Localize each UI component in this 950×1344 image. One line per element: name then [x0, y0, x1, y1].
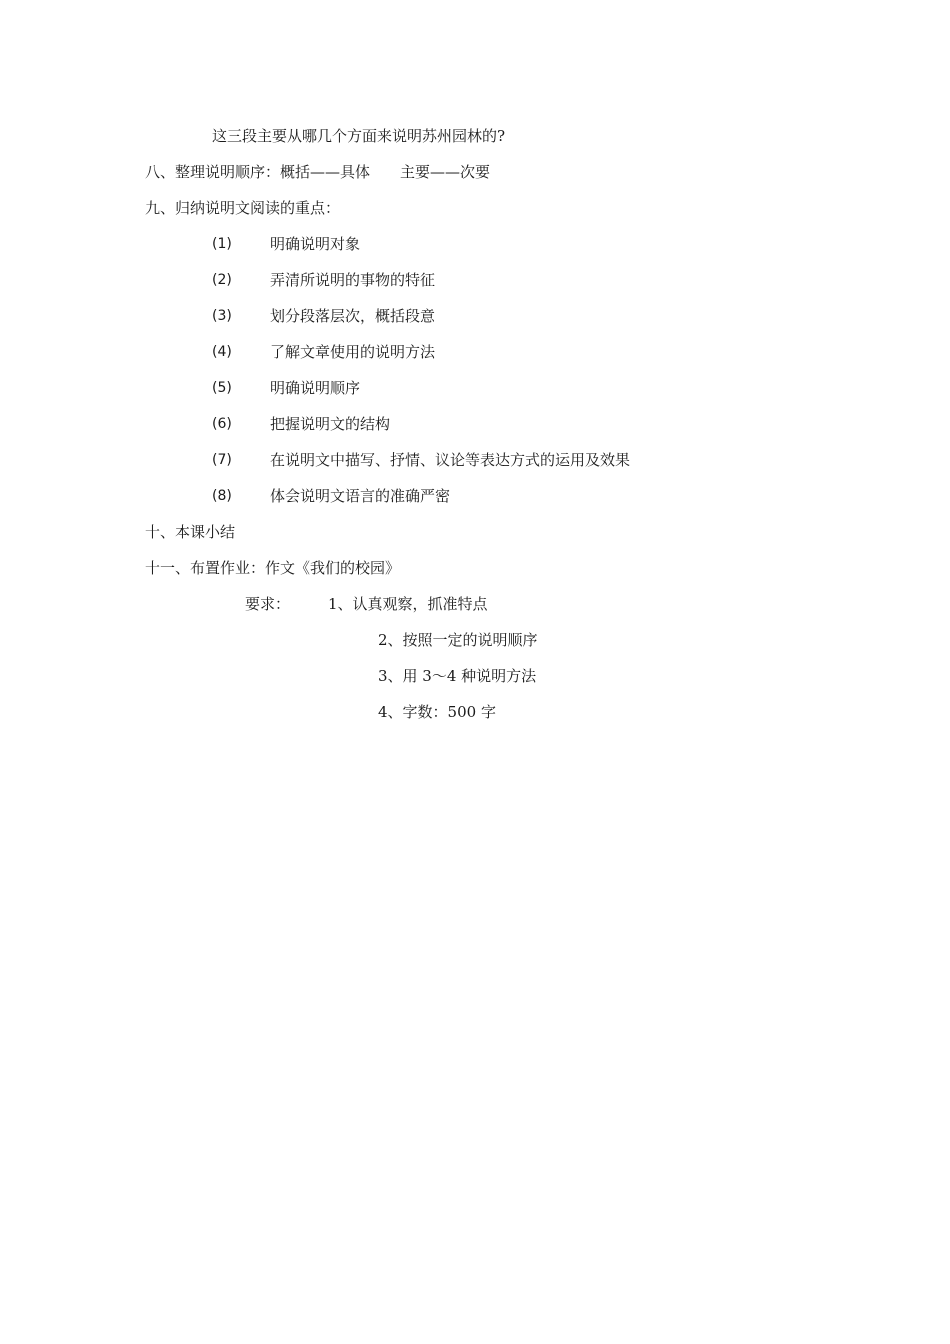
key-point-number: (4): [212, 344, 232, 360]
requirement-item: 2、按照一定的说明顺序: [378, 631, 538, 649]
key-point-text: 弄清所说明的事物的特征: [270, 271, 436, 289]
section-9-heading: 九、归纳说明文阅读的重点：: [145, 199, 341, 217]
key-point-number: (1): [212, 236, 232, 252]
key-point-number: (7): [212, 452, 232, 468]
key-point-number: (8): [212, 488, 232, 504]
section-10-heading: 十、本课小结: [145, 523, 236, 541]
section-8-heading: 八、整理说明顺序：概括——具体 主要——次要: [145, 163, 491, 181]
requirements-label: 要求：: [245, 595, 291, 613]
section-11-heading: 十一、布置作业：作文《我们的校园》: [145, 559, 401, 577]
requirement-item: 1、认真观察，抓准特点: [328, 595, 488, 613]
key-point-number: (3): [212, 308, 232, 324]
key-point-text: 明确说明对象: [270, 235, 361, 253]
key-point-number: (2): [212, 272, 232, 288]
key-point-text: 了解文章使用的说明方法: [270, 343, 436, 361]
intro-question: 这三段主要从哪几个方面来说明苏州园林的?: [212, 127, 506, 145]
key-point-text: 体会说明文语言的准确严密: [270, 487, 451, 505]
key-point-text: 在说明文中描写、抒情、议论等表达方式的运用及效果: [270, 451, 631, 469]
key-point-text: 划分段落层次，概括段意: [270, 307, 436, 325]
key-point-number: (6): [212, 416, 232, 432]
key-point-number: (5): [212, 380, 232, 396]
key-point-text: 明确说明顺序: [270, 379, 361, 397]
key-point-text: 把握说明文的结构: [270, 415, 391, 433]
requirement-item: 4、字数：500 字: [378, 703, 496, 721]
requirement-item: 3、用 3～4 种说明方法: [378, 667, 537, 685]
